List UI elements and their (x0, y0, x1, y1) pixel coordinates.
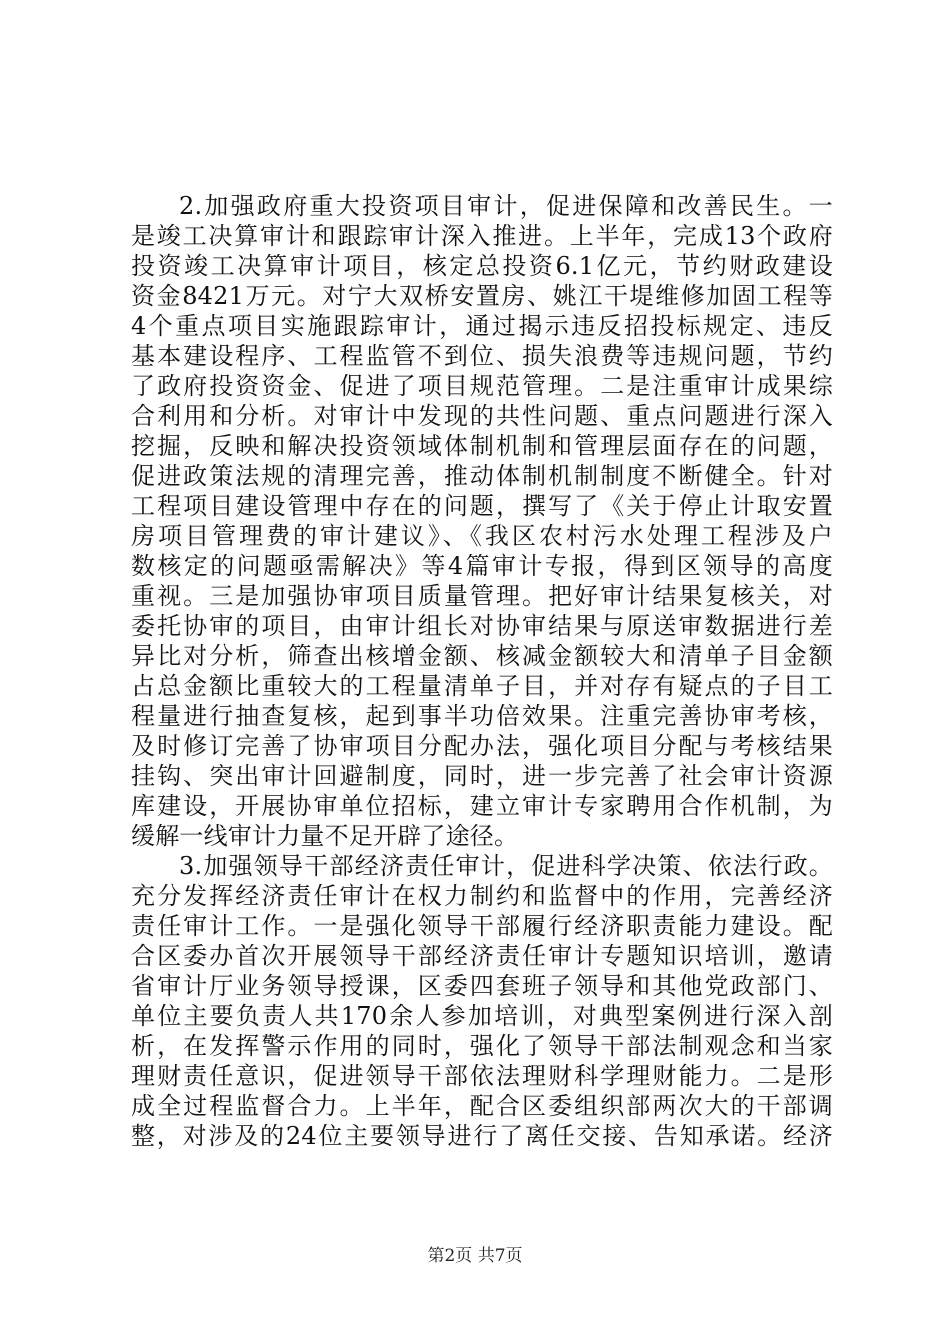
paragraph-line: 了政府投资资金、促进了项目规范管理。二是注重审计成果综 (131, 372, 833, 400)
page-footer (0, 1245, 950, 1267)
paragraph-line: 成全过程监督合力。上半年，配合区委组织部两次大的干部调 (131, 1092, 833, 1120)
paragraph-line: 投资竣工决算审计项目，核定总投资6.1亿元，节约财政建设 (131, 252, 833, 280)
paragraph-line: 资金8421万元。对宁大双桥安置房、姚江干堤维修加固工程等 (131, 282, 833, 310)
paragraph-line: 整，对涉及的24位主要领导进行了离任交接、告知承诺。经济 (131, 1122, 833, 1150)
paragraph-line: 单位主要负责人共170余人参加培训，对典型案例进行深入剖 (131, 1002, 833, 1030)
paragraph-line: 异比对分析，筛查出核增金额、核减金额较大和清单子目金额 (131, 642, 833, 670)
paragraph-line: 析，在发挥警示作用的同时，强化了领导干部法制观念和当家 (131, 1032, 833, 1060)
paragraph-line: 合区委办首次开展领导干部经济责任审计专题知识培训，邀请 (131, 942, 833, 970)
paragraph-line: 是竣工决算审计和跟踪审计深入推进。上半年，完成13个政府 (131, 222, 833, 250)
paragraph-line: 程量进行抽查复核，起到事半功倍效果。注重完善协审考核， (131, 702, 833, 730)
paragraph-line: 挂钩、突出审计回避制度，同时，进一步完善了社会审计资源 (131, 762, 833, 790)
paragraph-line: 理财责任意识，促进领导干部依法理财科学理财能力。二是形 (131, 1062, 833, 1090)
paragraph-line: 重视。三是加强协审项目质量管理。把好审计结果复核关，对 (131, 582, 833, 610)
paragraph-line: 省审计厅业务领导授课，区委四套班子领导和其他党政部门、 (131, 972, 833, 1000)
paragraph-line: 充分发挥经济责任审计在权力制约和监督中的作用，完善经济 (131, 882, 833, 910)
paragraph-line: 缓解一线审计力量不足开辟了途径。 (131, 822, 519, 850)
document-body (131, 191, 833, 1151)
paragraph-line: 库建设，开展协审单位招标，建立审计专家聘用合作机制，为 (131, 792, 833, 820)
paragraph-line: 工程项目建设管理中存在的问题，撰写了《关于停止计取安置 (131, 492, 833, 520)
paragraph-line: 促进政策法规的清理完善，推动体制机制制度不断健全。针对 (131, 462, 833, 490)
paragraph-line: 数核定的问题亟需解决》等4篇审计专报，得到区领导的高度 (131, 552, 833, 580)
paragraph-line: 4个重点项目实施跟踪审计，通过揭示违反招投标规定、违反 (131, 312, 833, 340)
paragraph-line: 挖掘，反映和解决投资领域体制机制和管理层面存在的问题， (131, 432, 833, 460)
paragraph-line: 3.加强领导干部经济责任审计，促进科学决策、依法行政。 (179, 852, 833, 880)
paragraph-line: 委托协审的项目，由审计组长对协审结果与原送审数据进行差 (131, 612, 833, 640)
paragraph-line: 基本建设程序、工程监管不到位、损失浪费等违规问题，节约 (131, 342, 833, 370)
paragraph-line: 责任审计工作。一是强化领导干部履行经济职责能力建设。配 (131, 912, 833, 940)
paragraph-line: 合利用和分析。对审计中发现的共性问题、重点问题进行深入 (131, 402, 833, 430)
paragraph-line: 2.加强政府重大投资项目审计，促进保障和改善民生。一 (179, 192, 833, 220)
paragraph-line: 房项目管理费的审计建议》、《我区农村污水处理工程涉及户 (131, 522, 833, 550)
page-number-label: 第2页 共7页 (427, 1246, 523, 1266)
paragraph-line: 及时修订完善了协审项目分配办法，强化项目分配与考核结果 (131, 732, 833, 760)
paragraph-line: 占总金额比重较大的工程量清单子目，并对存有疑点的子目工 (131, 672, 833, 700)
